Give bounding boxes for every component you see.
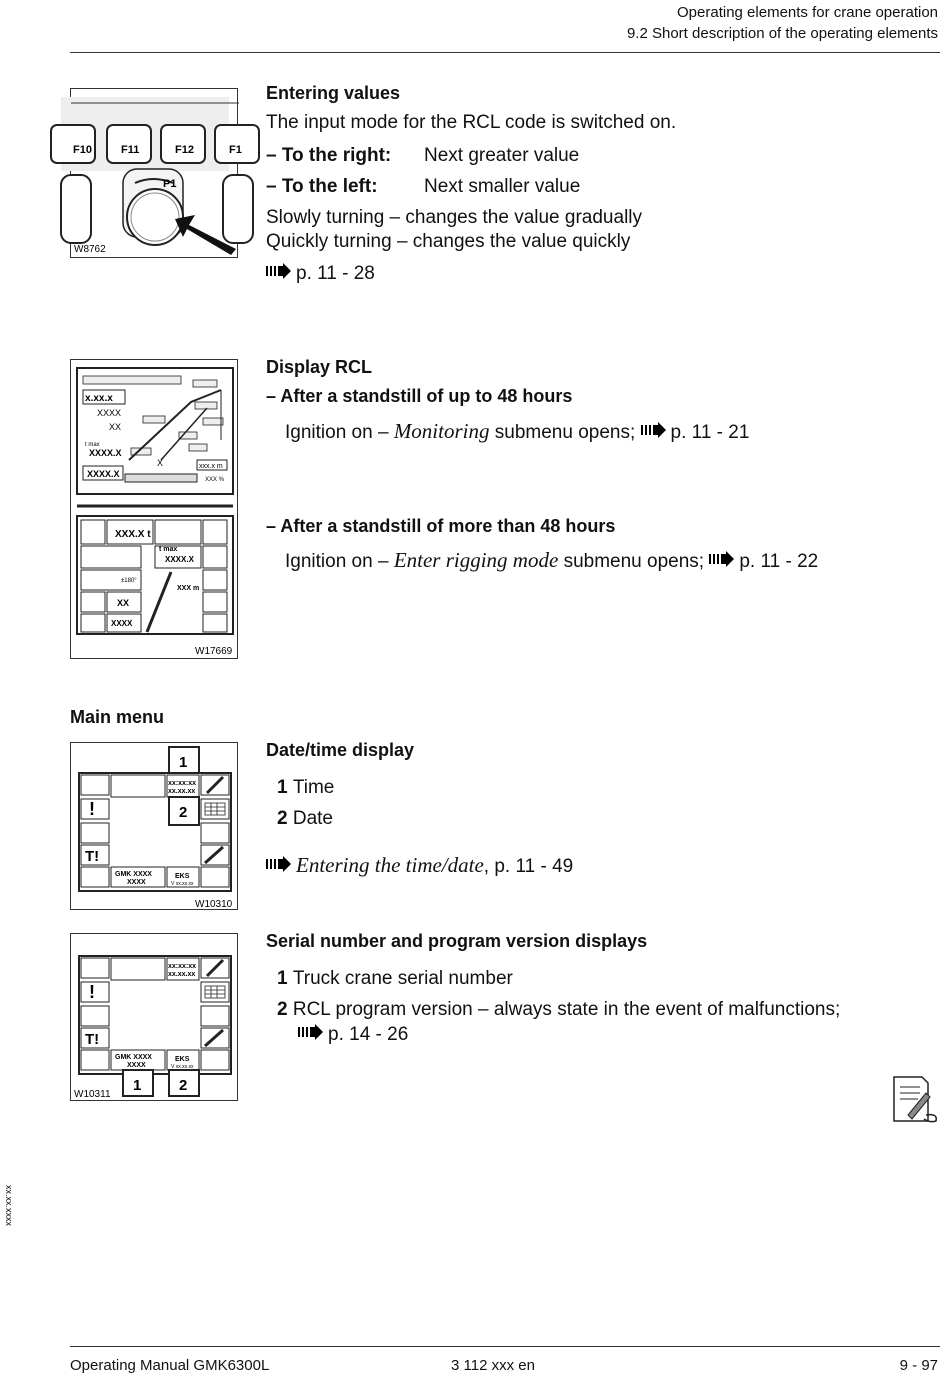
rcl-value-5: XXXX.X <box>87 469 120 479</box>
header-section: 9.2 Short description of the operating elements <box>626 25 938 42</box>
to-right-value: Next greater value <box>424 145 580 166</box>
rcl-value-xx: XX <box>117 598 130 608</box>
header-chapter: Operating elements for crane operation <box>677 4 938 21</box>
serial-version-title: Serial number and program version displays <box>266 931 648 951</box>
figure-code: W10311 <box>74 1089 111 1100</box>
knob-figure <box>70 88 242 258</box>
display-rcl-title: Display RCL <box>266 357 373 377</box>
standstill-short-text: Ignition on – Monitoring submenu opens; p. 11 - 21 <box>285 419 750 443</box>
standstill-long-text: Ignition on – Enter rigging mode submenu opens; p. 11 - 22 <box>285 548 819 572</box>
datetime-ref-link[interactable]: Entering the time/date <box>296 853 484 877</box>
serial-item-1: 1 Truck crane serial number <box>277 968 513 989</box>
svg-text:!: ! <box>89 799 95 819</box>
gmk-label: GMK XXXX <box>115 871 152 878</box>
time-value: xx:xx:xx <box>168 963 197 970</box>
entering-values-title: Entering values <box>266 83 401 103</box>
callout-2: 2 <box>179 1077 188 1094</box>
serial-ref <box>298 1024 408 1046</box>
datetime-figure <box>70 742 238 910</box>
version-label: V xx.xx.xx <box>171 1064 194 1070</box>
svg-text:T!: T! <box>85 848 100 865</box>
eks-label: EKS <box>175 873 190 880</box>
reference-arrow-icon <box>709 551 739 573</box>
figure-code: W10310 <box>195 899 233 910</box>
reference-arrow-icon <box>641 422 671 444</box>
monitoring-ref[interactable]: p. 11 - 21 <box>670 422 750 443</box>
serial-version-figure <box>70 933 238 1101</box>
reference-arrow-icon <box>298 1024 328 1046</box>
callout-2: 2 <box>179 804 188 821</box>
reference-arrow-icon <box>266 263 296 285</box>
footer-manual-title: Operating Manual GMK6300L <box>70 1357 270 1374</box>
rcl-display-figure <box>70 359 238 659</box>
to-left-label: – To the left: <box>266 176 378 197</box>
svg-text:T!: T! <box>85 1031 100 1048</box>
entering-values-ref[interactable]: p. 11 - 28 <box>296 263 375 284</box>
datetime-title: Date/time display <box>266 740 415 760</box>
gmk-label: GMK XXXX <box>115 1054 152 1061</box>
rcl-value-1: x.xx.x <box>85 393 113 404</box>
note-document-icon <box>890 1075 940 1130</box>
date-value: xx.xx.xx <box>168 971 196 978</box>
time-value: xx:xx:xx <box>168 780 197 787</box>
key-f10: F10 <box>73 144 92 156</box>
figure-code: W8762 <box>74 244 106 255</box>
datetime-ref: Entering the time/date, p. 11 - 49 <box>266 853 573 878</box>
key-f11: F11 <box>121 144 140 156</box>
figure-code: W17669 <box>195 646 233 657</box>
quick-turning-text: Quickly turning – changes the value quickly <box>266 231 631 252</box>
rcl-tmax2-label: t max <box>159 546 178 553</box>
rcl-value-4: XXXX.X <box>89 448 122 458</box>
rcl-value-xxxx: XXXX <box>111 619 133 628</box>
key-f1: F1 <box>229 144 242 156</box>
footer-doc-number: 3 112 xxx en <box>451 1357 535 1374</box>
gmk-value: XXXX <box>127 1062 146 1069</box>
gmk-value: XXXX <box>127 879 146 886</box>
to-right-label: – To the right: <box>266 145 392 166</box>
rcl-tmax-label: t max <box>85 442 100 448</box>
main-menu-heading: Main menu <box>70 707 165 727</box>
standstill-long-heading: – After a standstill of more than 48 hours <box>266 516 616 536</box>
rcl-tmax2-value: XXXX.X <box>165 555 194 564</box>
standstill-short-heading: – After a standstill of up to 48 hours <box>266 386 573 406</box>
version-label: V xx.xx.xx <box>171 881 194 887</box>
slow-turning-text: Slowly turning – changes the value gradually <box>266 207 643 228</box>
to-left-value: Next smaller value <box>424 176 581 197</box>
rcl-slew-label: ±180° <box>121 578 137 584</box>
callout-1: 1 <box>133 1077 142 1094</box>
rigging-submenu: Enter rigging mode <box>393 548 559 572</box>
knob-label: P1 <box>163 178 177 190</box>
header-rule <box>70 52 940 53</box>
eks-label: EKS <box>175 1056 190 1063</box>
serial-item-2: 2 RCL program version – always state in the event of malfunctions; <box>277 999 841 1020</box>
reference-arrow-icon <box>266 856 296 878</box>
rigging-ref[interactable]: p. 11 - 22 <box>739 551 819 572</box>
rcl-percent-label: XXX % <box>205 477 225 483</box>
datetime-item-2: 2 Date <box>277 808 333 829</box>
serial-ref-link[interactable]: p. 14 - 26 <box>328 1024 409 1045</box>
datetime-item-1: 1 Time <box>277 777 335 798</box>
monitoring-submenu: Monitoring <box>393 419 490 443</box>
callout-1: 1 <box>179 754 188 771</box>
footer-page-number: 9 - 97 <box>899 1357 938 1374</box>
rcl-load-value: XXX.X t <box>115 529 151 540</box>
rcl-radius-label: xxx.x m <box>199 463 223 470</box>
date-value: xx.xx.xx <box>168 788 196 795</box>
footer-rule <box>70 1346 940 1347</box>
rcl-value-2: XXXX <box>97 408 122 418</box>
rcl-boom-length: XXX m <box>177 585 200 592</box>
entering-values-intro: The input mode for the RCL code is switched on. <box>266 112 677 133</box>
rcl-value-3: XX <box>109 422 122 432</box>
svg-text:!: ! <box>89 982 95 1002</box>
side-document-code: xx.xx.xxxx <box>4 1185 14 1227</box>
key-f12: F12 <box>175 144 194 156</box>
rcl-radius-x: X <box>157 458 164 468</box>
